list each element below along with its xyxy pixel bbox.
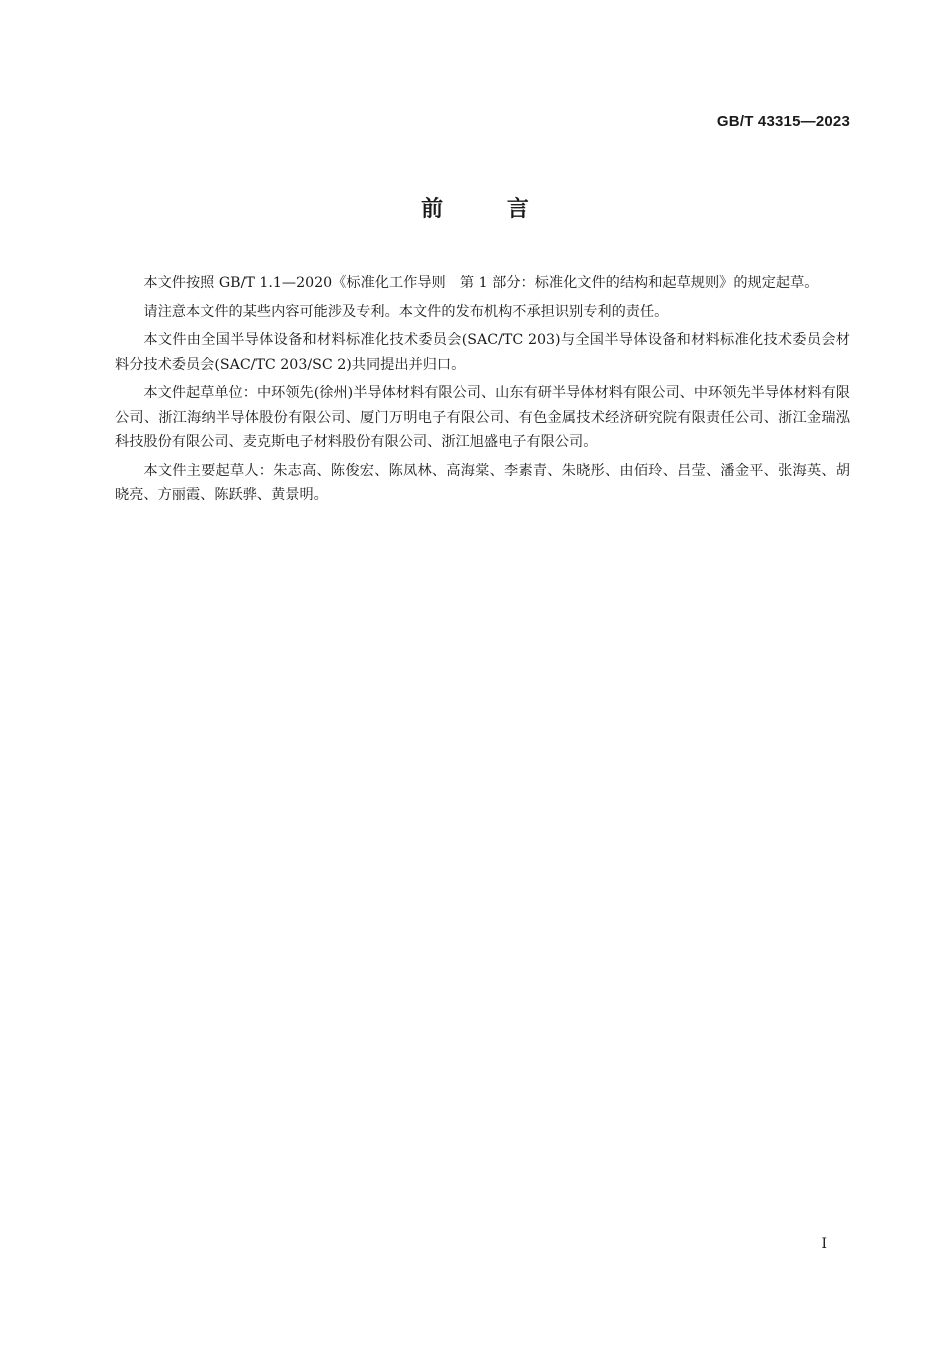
paragraph-main-drafters: 本文件主要起草人：朱志高、陈俊宏、陈凤林、高海棠、李素青、朱晓彤、由佰玲、吕莹、潘金平、张海英、胡晓亮、方丽霞、陈跃骅、黄景明。 <box>115 462 850 503</box>
page-title: 前 言 <box>421 197 529 222</box>
standard-number: GB/T 43315—2023 <box>716 113 850 130</box>
paragraph-drafting-rules: 本文件按照 GB/T 1.1—2020《标准化工作导则 第 1 部分：标准化文件的结构和起草规则》的规定起草。 <box>143 275 819 291</box>
page-number: I <box>821 1236 827 1252</box>
paragraph-patent-notice: 请注意本文件的某些内容可能涉及专利。本文件的发布机构不承担识别专利的责任。 <box>143 303 669 320</box>
paragraph-proposer: 本文件由全国半导体设备和材料标准化技术委员会(SAC/TC 203)与全国半导体设备和材料标准化技术委员会材料分技术委员会(SAC/TC 203/SC 2)共同提出并归口。 <box>115 332 850 373</box>
paragraph-drafting-units: 本文件起草单位：中环领先(徐州)半导体材料有限公司、山东有研半导体材料有限公司、中环领先半导体材料有限公司、浙江海纳半导体股份有限公司、厦门万明电子有限公司、有色金属技术经济研究院有限责任公司、浙江金瑞泓科技股份有限公司、麦克斯电子材料股份有限公司、浙江旭盛电子有限公司。 <box>115 385 850 450</box>
foreword-body <box>115 271 850 512</box>
